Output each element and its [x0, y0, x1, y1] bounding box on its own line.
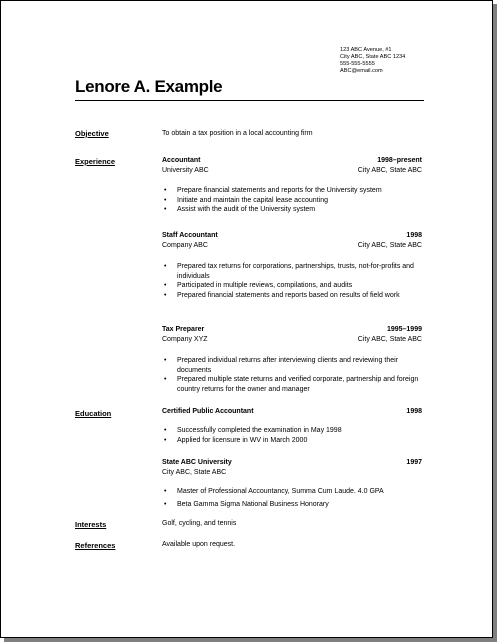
education-university-bullets — [177, 487, 421, 509]
job-title: Accountant — [162, 157, 201, 164]
section-label-education: Education — [75, 409, 112, 418]
job-title: Tax Preparer — [162, 326, 205, 333]
resume-name: Lenore A. Example — [75, 77, 223, 96]
job-location: City ABC, State ABC — [357, 336, 422, 343]
education-university — [162, 458, 422, 478]
header-divider — [75, 100, 424, 101]
education-title: Certified Public Accountant — [162, 408, 254, 415]
list-item: • Master of Professional Accountancy, Summa Cum Laude. 4.0 GPA — [177, 487, 421, 497]
references-text: Available upon request. — [162, 541, 236, 548]
contact-email: ABC@email.com — [340, 68, 383, 74]
education-cpa — [162, 407, 422, 417]
contact-city: City ABC, State ABC 1234 — [340, 54, 406, 60]
job-accountant-bullets — [177, 186, 421, 215]
list-item: • Participated in multiple reviews, compilations, and audits — [177, 281, 421, 291]
list-item: • Prepared financial statements and reports based on results of field work — [177, 291, 421, 301]
education-date: 1998 — [406, 408, 422, 415]
job-location: City ABC, State ABC — [357, 167, 422, 174]
education-cpa-bullets — [177, 426, 421, 445]
list-item: • Prepare financial statements and reports for the University system — [177, 186, 421, 196]
education-title: State ABC University — [162, 459, 232, 466]
job-company: Company ABC — [162, 242, 208, 249]
job-location: City ABC, State ABC — [357, 242, 422, 249]
list-item: • Successfully completed the examination in May 1998 — [177, 426, 421, 436]
section-label-objective: Objective — [75, 129, 109, 138]
section-label-experience: Experience — [75, 157, 116, 166]
job-tax-preparer-bullets — [177, 356, 421, 394]
list-item: • Assist with the audit of the University system — [177, 205, 421, 215]
job-company: Company XYZ — [162, 336, 208, 343]
list-item: • Prepared individual returns after interviewing clients and reviewing their documents — [177, 356, 421, 375]
list-item: • Initiate and maintain the capital lease accounting — [177, 196, 421, 206]
contact-block — [340, 47, 405, 75]
job-date: 1995–1999 — [386, 326, 422, 333]
section-label-references: References — [75, 541, 116, 550]
education-date: 1997 — [406, 459, 422, 466]
list-item: • Beta Gamma Sigma National Business Honorary — [177, 500, 421, 510]
job-company: University ABC — [162, 167, 209, 174]
list-item: • Applied for licensure in WV in March 2000 — [177, 436, 421, 446]
list-item: • Prepared multiple state returns and verified corporate, partnership and foreign country returns for the owner and manager — [177, 375, 421, 394]
interests-text: Golf, cycling, and tennis — [162, 520, 237, 527]
job-date: 1998 — [406, 232, 422, 239]
contact-address: 123 ABC Avenue, #1 — [340, 47, 392, 53]
job-title: Staff Accountant — [162, 232, 218, 239]
objective-text: To obtain a tax position in a local accounting firm — [162, 130, 313, 137]
job-tax-preparer — [162, 325, 422, 345]
job-staff-accountant — [162, 231, 422, 251]
job-accountant — [162, 156, 422, 176]
contact-phone: 555-555-5555 — [340, 61, 375, 67]
list-item: • Prepared tax returns for corporations, partnerships, trusts, not-for-profits and individuals — [177, 262, 421, 281]
section-label-interests: Interests — [75, 520, 107, 529]
job-date: 1998–present — [377, 157, 422, 164]
education-location: City ABC, State ABC — [162, 469, 227, 476]
job-staff-accountant-bullets — [177, 262, 421, 300]
